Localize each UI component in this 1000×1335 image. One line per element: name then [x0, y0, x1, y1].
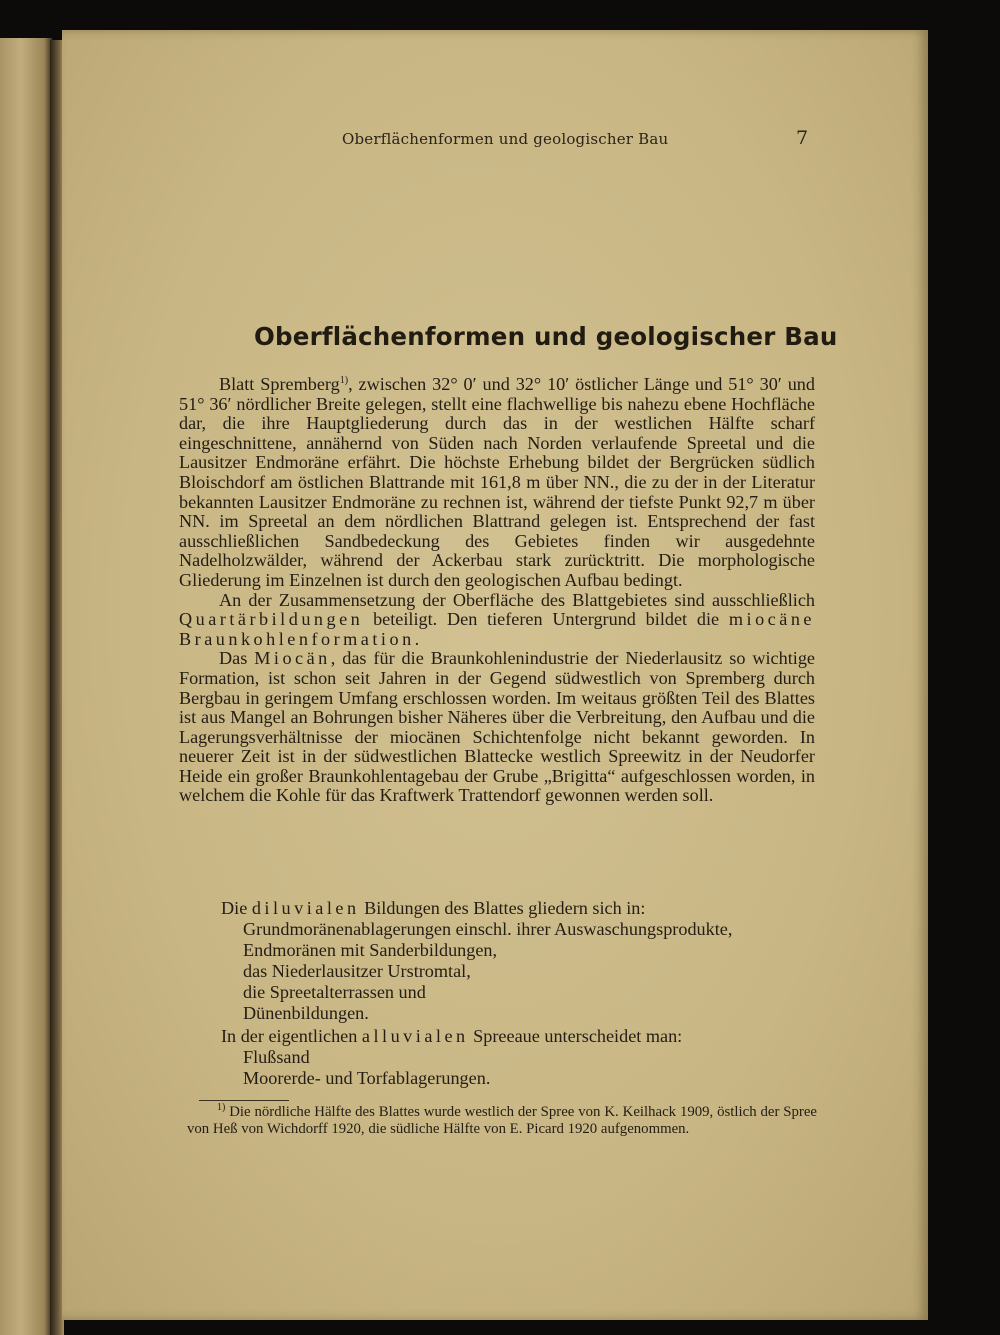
list-item: das Niederlausitzer Urstromtal,: [243, 961, 471, 981]
para2-text-c: .: [414, 628, 420, 649]
list-item: Dünenbildungen.: [243, 1003, 369, 1023]
running-title: Oberflächenformen und geologischer Bau: [342, 130, 669, 148]
footnote-rule: [199, 1100, 289, 1101]
list-item: Flußsand: [243, 1047, 310, 1067]
para3-text-b: , das für die Braunkohlenindustrie der Niederlausitz so wichtige Formation, ist schon seit Jahren in der Gegend südwestlich von Spremberg durch Bergbau in geringem Umfang erschlossen worden. Im weitaus größten Teil des Blattes ist aus Mangel an Bohrungen bisher Näheres über die Verbreitung, den Aufbau und die Lagerungsverhältnisse der miocänen Schichtenfolge nicht bekannt geworden. In neuerer Zeit ist in der südwestlichen Blattecke westlich Spreewitz in der Neudorfer Heide ein großer Braunkohlentagebau der Grube „Brigitta“ aufgeschlossen worden, in welchem die Kohle für das Kraftwerk Trattendorf gewonnen werden soll.: [179, 648, 815, 806]
para2-text-a: An der Zusammensetzung der Oberfläche des Blattgebietes sind ausschließlich: [219, 589, 815, 610]
page-number: 7: [796, 127, 809, 149]
footnote-body: Die nördliche Hälfte des Blattes wurde westlich der Spree von K. Keilhack 1909, östlich der Spree von Heß von Wichdorff 1920, die südliche Hälfte von E. Picard 1920 aufgenommen.: [187, 1104, 817, 1137]
section-heading: Oberflächenformen und geologischer Bau: [254, 322, 838, 351]
alluvial-text-b: Spreeaue unterscheidet man:: [468, 1026, 683, 1046]
list-item: Endmoränen mit Sanderbildungen,: [243, 940, 498, 960]
paragraph-composition: [179, 591, 815, 650]
diluvial-list: [221, 898, 821, 1024]
alluvial-intro: [221, 1026, 821, 1047]
alluvial-list: [221, 1026, 821, 1089]
body-text: [179, 375, 815, 806]
paragraph-miocaen: [179, 649, 815, 806]
para1-text-b: , zwischen 32° 0′ und 32° 10′ östlicher Länge und 51° 30′ und 51° 36′ nördlicher Breite gelegen, stellt eine flachwellige bis nahezu ebene Hochfläche dar, die ihre Hauptgliederung durch das in der westlichen Hälfte scharf eingeschnittene, annähernd von Süden nach Norden verlaufende Spreetal und die Lausitzer Endmoräne erfährt. Die höchste Erhebung bildet der Bergrücken südlich Bloischdorf am östlichen Blattrande mit 161,8 m über NN., die zu der in der Literatur bekannten Lausitzer Endmoräne zu rechnen ist, während der tiefste Punkt 92,7 m über NN. im Spreetal an dem nördlichen Blattrand gelegen ist. Entsprechend der fast ausschließlichen Sandbedeckung des Gebietes finden wir ausgedehnte Nadelholzwälder, während der Ackerbau stark zurücktritt. Die morphologische Gliederung im Einzelnen ist durch den geologischen Aufbau bedingt.: [179, 374, 815, 590]
left-page-edge: [0, 38, 52, 1335]
para2-text-b: beteiligt. Den tieferen Untergrund bildet die: [363, 609, 729, 630]
footnote: [187, 1104, 817, 1137]
footnote-marker: 1): [217, 1102, 226, 1114]
spaced-term-miocaen: Miocän: [254, 648, 331, 669]
diluvial-text-a: Die: [221, 898, 252, 918]
paragraph-intro: [179, 375, 815, 591]
list-item: die Spreetalterrassen und: [243, 982, 426, 1002]
diluvial-text-b: Bildungen des Blattes gliedern sich in:: [359, 898, 646, 918]
para3-text-a: Das: [219, 648, 255, 669]
para1-text-a: Blatt Spremberg: [219, 374, 340, 394]
spaced-term-alluvial: alluvialen: [361, 1026, 469, 1046]
spaced-term-braunkohle: miocäne Braunkohlenformation: [179, 609, 815, 649]
list-item: Grundmoränenablagerungen einschl. ihrer Auswaschungsprodukte,: [243, 919, 733, 939]
footnote-text: [187, 1104, 817, 1137]
list-item: Moorerde- und Torfablagerungen.: [243, 1068, 491, 1088]
spaced-term-diluvial: diluvialen: [251, 898, 360, 918]
running-header: [0, 127, 1000, 154]
spaced-term-quartaer: Quartärbildungen: [179, 609, 364, 630]
diluvial-intro: [221, 898, 821, 919]
footnote-ref: 1): [339, 374, 349, 386]
alluvial-text-a: In der eigentlichen: [221, 1026, 362, 1046]
